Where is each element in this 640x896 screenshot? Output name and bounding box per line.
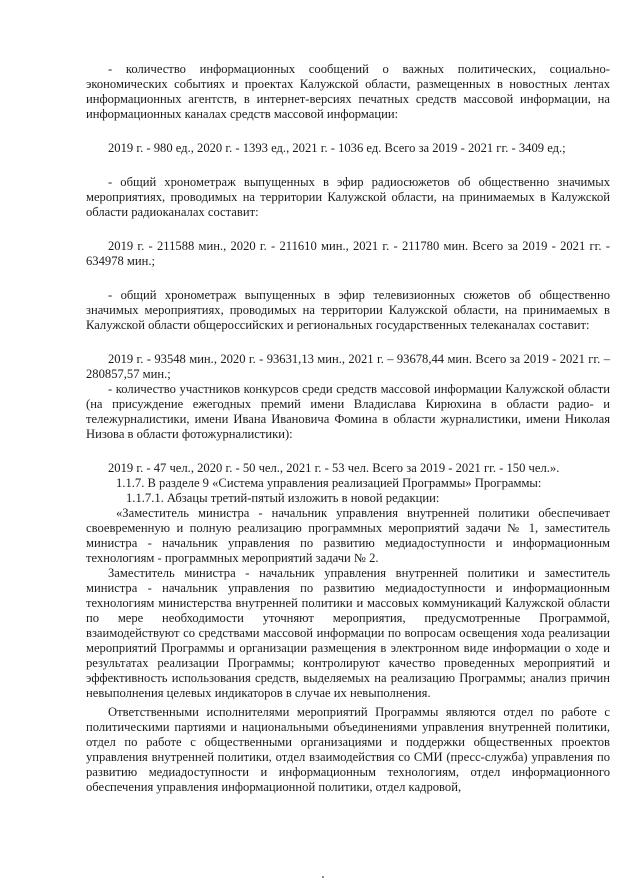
paragraph-tv-timing: - общий хронометраж выпущенных в эфир телевизионных сюжетов об общественно значимых мероприятиях, проводимых на территории Калужской области, на принимаемых в Калужской области общероссийских и региональных государственных телеканалах составит: bbox=[86, 288, 610, 332]
paragraph-section-1-1-7: 1.1.7. В разделе 9 «Система управления реализацией Программы» Программы: bbox=[116, 476, 542, 490]
paragraph-news-count: - количество информационных сообщений о важных политических, социально-экономических событиях и проектах Калужской области, размещенных в новостных лентах информационных агентств, в интернет-версиях печатных средств массовой информации, на информационных каналах средств массовой информации: bbox=[86, 62, 610, 121]
paragraph-deputy-minister-responsibility: «Заместитель министра - начальник управления внутренней политики обеспечивает своевременную и полную реализацию программных мероприятий задачи № 1, заместитель министра - начальник управления по развитию медиадоступности и информационным технологиям - программных мероприятий задачи № 2. bbox=[86, 506, 610, 565]
document-page bbox=[86, 40, 610, 795]
paragraph-contest-values: 2019 г. - 47 чел., 2020 г. - 50 чел., 2021 г. - 53 чел. Всего за 2019 - 2021 гг. - 150 чел.». bbox=[108, 461, 560, 475]
paragraph-responsible-executors: Ответственными исполнителями мероприятий Программы являются отдел по работе с политическими партиями и национальными объединениями управления внутренней политики, отдел по работе с общественными организациями и поддержки общественных проектов управления внутренней политики, отдел взаимодействия со СМИ (пресс-служба) управления по развитию медиадоступности и информационным технологиям, отдел информационного обеспечения управления информационной политики, отдел кадровой, bbox=[86, 705, 610, 794]
paragraph-section-1-1-7-1: 1.1.7.1. Абзацы третий-пятый изложить в новой редакции: bbox=[126, 491, 440, 505]
paragraph-deputy-ministers-duties: Заместитель министра - начальник управления внутренней политики и заместитель министра - начальник управления по развитию медиадоступности и информационным технологиям министерства внутренней политики и массовых коммуникаций Калужской области по мере необходимости уточняют мероприятия, предусмотренные Программой, взаимодействуют со средствами массовой информации по вопросам освещения хода реализации мероприятий Программы и организации размещения в электронном виде информации о ходе и результатах реализации Программы; контролируют качество проведенных мероприятий и эффективность использования средств, выделяемых на реализацию Программы; анализ причин невыполнения целевых индикаторов в случае их невыполнения. bbox=[86, 566, 610, 700]
paragraph-radio-timing: - общий хронометраж выпущенных в эфир радиосюжетов об общественно значимых мероприятиях, проводимых на территории Калужской области, на принимаемых в Калужской области радиоканалах составит: bbox=[86, 175, 610, 219]
scan-artifact bbox=[322, 876, 324, 878]
paragraph-tv-values: 2019 г. - 93548 мин., 2020 г. - 93631,13 мин., 2021 г. – 93678,44 мин. Всего за 2019 - 2021 гг. – 280857,57 мин.; bbox=[86, 352, 610, 381]
paragraph-news-values: 2019 г. - 980 ед., 2020 г. - 1393 ед., 2021 г. - 1036 ед. Всего за 2019 - 2021 гг. - 3409 ед.; bbox=[108, 141, 566, 155]
paragraph-radio-values: 2019 г. - 211588 мин., 2020 г. - 211610 мин., 2021 г. - 211780 мин. Всего за 2019 - 2021 гг. - 634978 мин.; bbox=[86, 239, 610, 268]
paragraph-contest-participants: - количество участников конкурсов среди средств массовой информации Калужской области (на присуждение ежегодных премий имени Владислава Кирюхина в области радио- и тележурналистики, имени Ивана Ивановича Фомина в области журналистики, имени Николая Низова в области фотожурналистики): bbox=[86, 382, 610, 441]
